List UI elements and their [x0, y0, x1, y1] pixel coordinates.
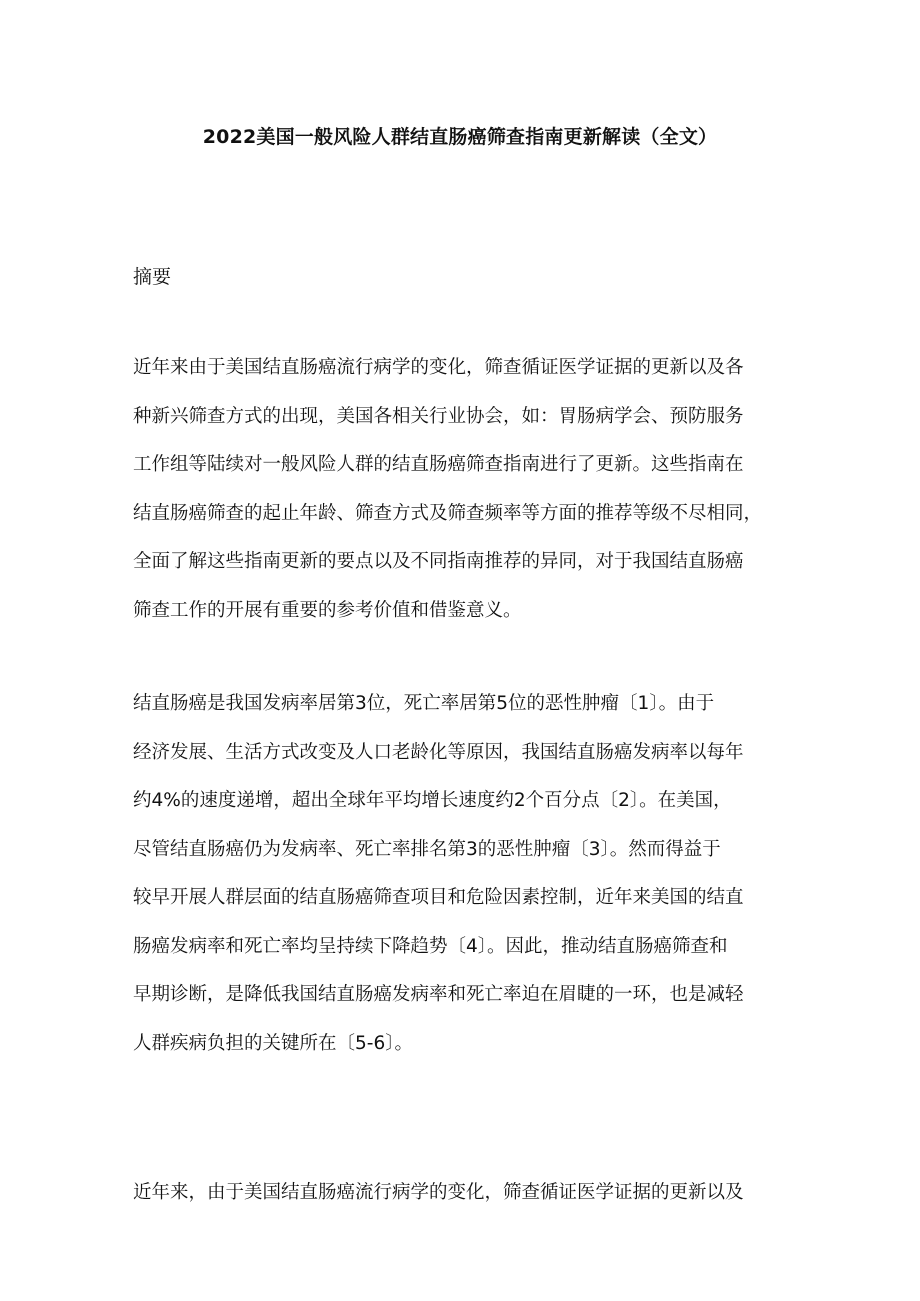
text-line: 结直肠癌是我国发病率居第3位，死亡率居第5位的恶性肿瘤〔1〕。由于 — [133, 693, 715, 714]
text-line: 结直肠癌筛查的起止年龄、筛查方式及筛查频率等方面的推荐等级不尽相同， — [133, 502, 763, 524]
paragraph-background — [133, 690, 798, 1078]
text-line: 经济发展、生活方式改变及人口老龄化等原因，我国结直肠癌发病率以每年 — [133, 741, 744, 763]
text-line: 肠癌发病率和死亡率均呈持续下降趋势〔4〕。因此，推动结直肠癌筛查和 — [133, 935, 728, 957]
text-line: 早期诊断，是降低我国结直肠癌发病率和死亡率迫在眉睫的一环，也是减轻 — [133, 984, 744, 1005]
text-line: 工作组等陆续对一般风险人群的结直肠癌筛查指南进行了更新。这些指南在 — [133, 454, 744, 475]
text-line: 近年来由于美国结直肠癌流行病学的变化，筛查循证医学证据的更新以及各 — [133, 357, 744, 378]
document-title: 2022美国一般风险人群结直肠癌筛查指南更新解读（全文） — [202, 126, 718, 148]
text-line: 尽管结直肠癌仍为发病率、死亡率排名第3的恶性肿瘤〔3〕。然而得益于 — [133, 838, 721, 860]
text-line: 较早开展人群层面的结直肠癌筛查项目和危险因素控制，近年来美国的结直 — [133, 887, 744, 908]
abstract-heading: 摘要 — [133, 266, 172, 288]
text-line: 种新兴筛查方式的出现，美国各相关行业协会，如：胃肠病学会、预防服务 — [133, 405, 744, 427]
text-line: 人群疾病负担的关键所在〔5-6〕。 — [133, 1032, 413, 1054]
text-line: 近年来，由于美国结直肠癌流行病学的变化，筛查循证医学证据的更新以及 — [133, 1182, 744, 1203]
text-line: 约4%的速度递增，超出全球年平均增长速度约2个百分点〔2〕。在美国， — [133, 790, 732, 811]
text-line: 筛查工作的开展有重要的参考价值和借鉴意义。 — [133, 599, 522, 621]
paragraph-abstract — [133, 354, 798, 645]
paragraph-intro — [133, 1179, 798, 1228]
text-line: 全面了解这些指南更新的要点以及不同指南推荐的异同，对于我国结直肠癌 — [133, 551, 744, 572]
